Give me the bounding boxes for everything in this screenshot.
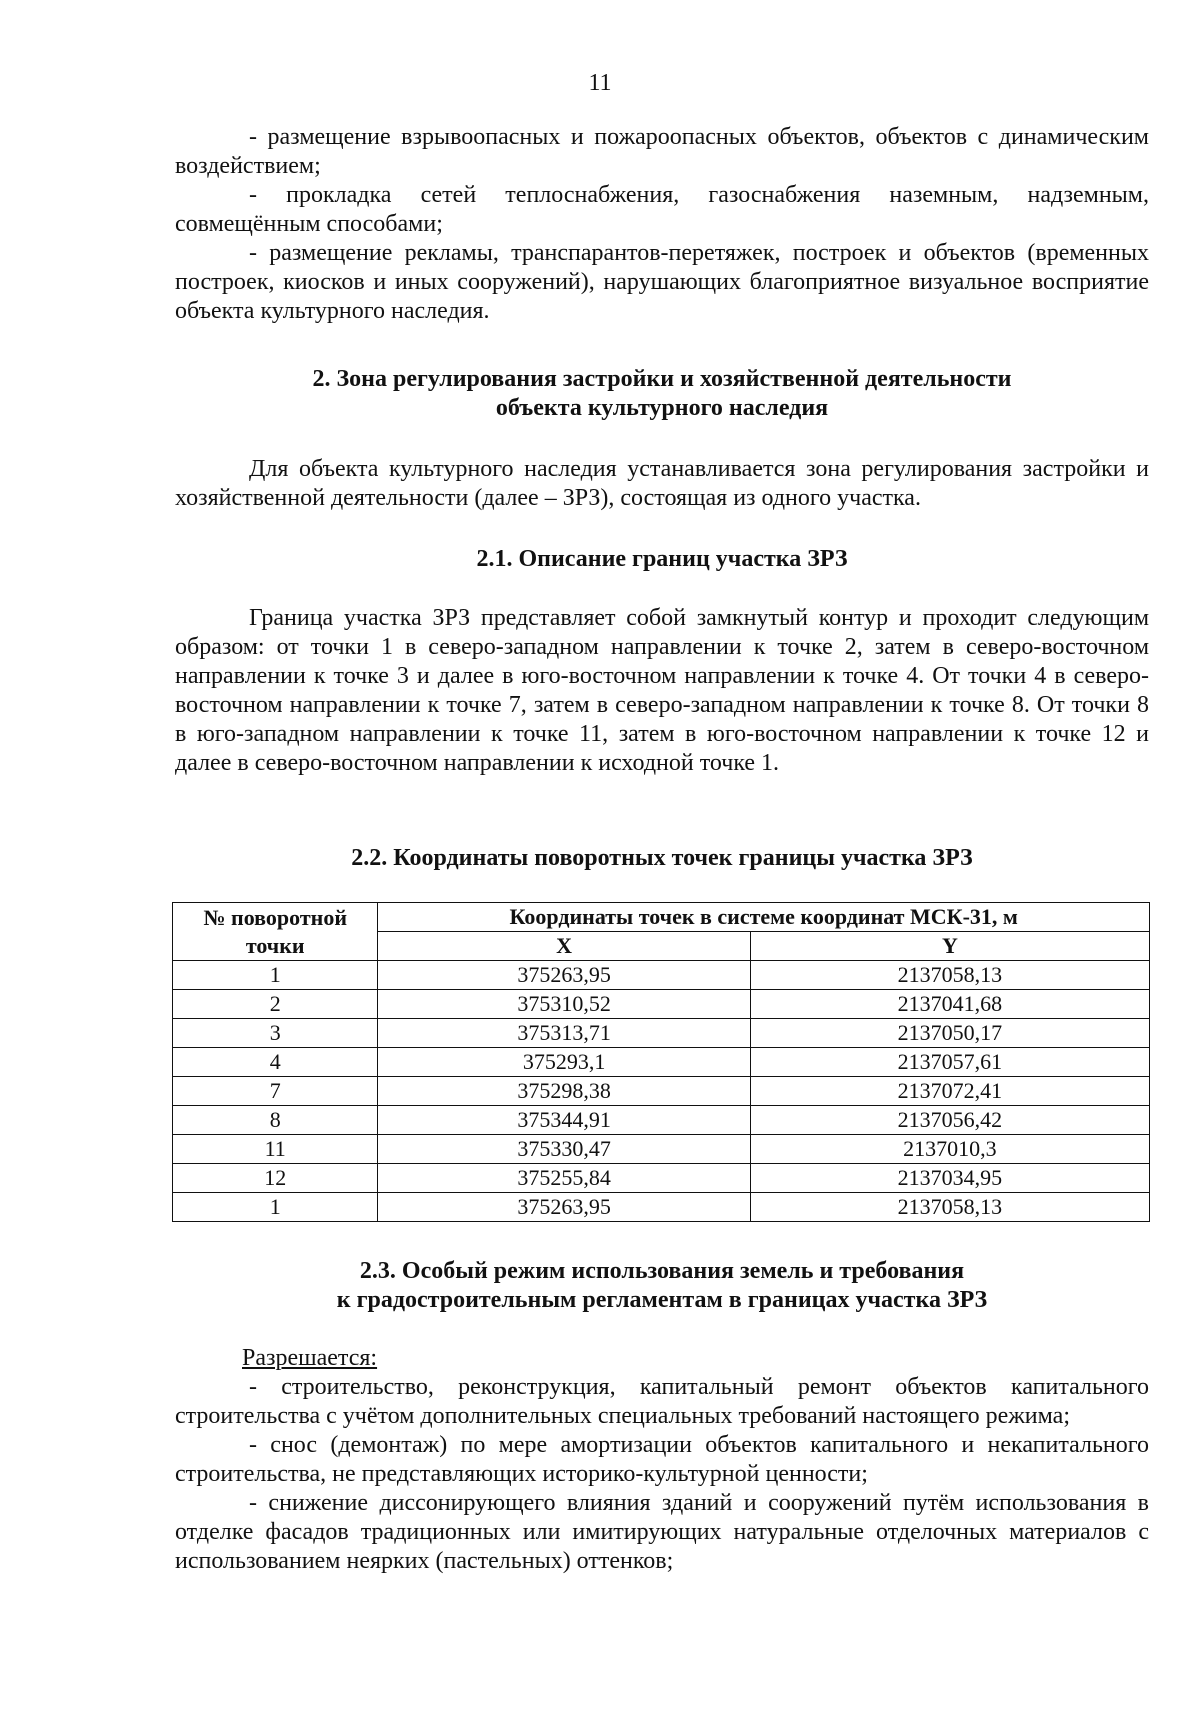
list-item: - прокладка сетей теплоснабжения, газоснабжения наземным, надземным, совмещённым способами; — [175, 182, 1149, 237]
section-2-1-paragraph-block — [175, 604, 1149, 778]
y-value: 2137034,95 — [750, 1164, 1149, 1193]
y-value: 2137056,42 — [750, 1106, 1149, 1135]
table-row — [173, 1019, 1150, 1048]
section-2-paragraph: Для объекта культурного наследия устанавливается зона регулирования застройки и хозяйственной деятельности (далее – ЗРЗ), состоящая из одного участка. — [175, 456, 1149, 511]
point-number: 8 — [173, 1106, 378, 1135]
point-number: 3 — [173, 1019, 378, 1048]
x-value: 375330,47 — [378, 1135, 750, 1164]
x-value: 375310,52 — [378, 990, 750, 1019]
restrictions-list — [175, 123, 1149, 326]
list-item: - строительство, реконструкция, капитальный ремонт объектов капитального строительства с учётом дополнительных специальных требований настоящего режима; — [175, 1374, 1149, 1429]
x-value: 375298,38 — [378, 1077, 750, 1106]
point-number: 2 — [173, 990, 378, 1019]
x-value: 375263,95 — [378, 961, 750, 990]
section-2-3-title-line2: к градостроительным регламентам в границах участка ЗРЗ — [336, 1287, 988, 1313]
table-row — [173, 1193, 1150, 1222]
table-row — [173, 990, 1150, 1019]
allowed-label: Разрешается: — [242, 1345, 378, 1371]
y-value: 2137050,17 — [750, 1019, 1149, 1048]
header-y: Y — [750, 932, 1149, 961]
list-item: - размещение взрывоопасных и пожароопасных объектов, объектов с динамическим воздействием; — [175, 124, 1149, 179]
header-point-number-line2: точки — [245, 932, 305, 958]
point-number: 12 — [173, 1164, 378, 1193]
section-2-title-line1: 2. Зона регулирования застройки и хозяйственной деятельности — [312, 366, 1012, 392]
table-row — [173, 1164, 1150, 1193]
page-number: 11 — [588, 70, 612, 96]
section-2-2-title: 2.2. Координаты поворотных точек границы участка ЗРЗ — [351, 845, 973, 871]
table-row — [173, 1135, 1150, 1164]
header-point-number-line1: № поворотной — [203, 904, 348, 930]
x-value: 375344,91 — [378, 1106, 750, 1135]
y-value: 2137058,13 — [750, 1193, 1149, 1222]
y-value: 2137072,41 — [750, 1077, 1149, 1106]
point-number: 7 — [173, 1077, 378, 1106]
y-value: 2137010,3 — [750, 1135, 1149, 1164]
x-value: 375313,71 — [378, 1019, 750, 1048]
x-value: 375263,95 — [378, 1193, 750, 1222]
y-value: 2137057,61 — [750, 1048, 1149, 1077]
header-coordinates: Координаты точек в системе координат МСК-31, м — [378, 903, 1150, 932]
coordinates-table — [172, 902, 1150, 1222]
y-value: 2137058,13 — [750, 961, 1149, 990]
point-number: 1 — [173, 961, 378, 990]
point-number: 11 — [173, 1135, 378, 1164]
section-2-heading — [175, 365, 1149, 423]
section-2-3-heading — [175, 1257, 1149, 1315]
section-2-title-line2: объекта культурного наследия — [495, 395, 829, 421]
section-2-paragraph-block — [175, 455, 1149, 513]
section-2-3-body — [175, 1344, 1149, 1576]
table-row — [173, 1106, 1150, 1135]
table-row — [173, 961, 1150, 990]
section-2-1-heading — [175, 545, 1149, 574]
point-number: 1 — [173, 1193, 378, 1222]
header-x: X — [378, 932, 750, 961]
table-row — [173, 1048, 1150, 1077]
table-row — [173, 1077, 1150, 1106]
allowed-label-wrapper — [175, 1344, 1149, 1373]
list-item: - снос (демонтаж) по мере амортизации объектов капитального и некапитального строительства, не представляющих историко-культурной ценности; — [175, 1432, 1149, 1487]
list-item: - размещение рекламы, транспарантов-перетяжек, построек и объектов (временных построек, киосков и иных сооружений), нарушающих благоприятное визуальное восприятие объекта культурного наследия. — [175, 240, 1149, 324]
list-item: - снижение диссонирующего влияния зданий и сооружений путём использования в отделке фасадов традиционных или имитирующих натуральные отделочных материалов с использованием неярких (пастельных) оттенков; — [175, 1490, 1149, 1574]
y-value: 2137041,68 — [750, 990, 1149, 1019]
point-number: 4 — [173, 1048, 378, 1077]
boundary-description: Граница участка ЗРЗ представляет собой замкнутый контур и проходит следующим образом: от точки 1 в северо-западном направлении к точке 2, затем в северо-восточном направлении к точке 3 и далее в юго-восточном направлении к точке 4. От точки 4 в северо-восточном направлении к точке 7, затем в северо-западном направлении к точке 8. От точки 8 в юго-западном направлении к точке 11, затем в юго-восточном направлении к точке 12 и далее в северо-восточном направлении к исходной точке 1. — [175, 605, 1149, 776]
section-2-3-title-line1: 2.3. Особый режим использования земель и требования — [359, 1258, 965, 1284]
x-value: 375255,84 — [378, 1164, 750, 1193]
section-2-1-title: 2.1. Описание границ участка ЗРЗ — [476, 546, 848, 572]
header-point-number — [173, 903, 378, 961]
section-2-2-heading — [175, 844, 1149, 873]
x-value: 375293,1 — [378, 1048, 750, 1077]
